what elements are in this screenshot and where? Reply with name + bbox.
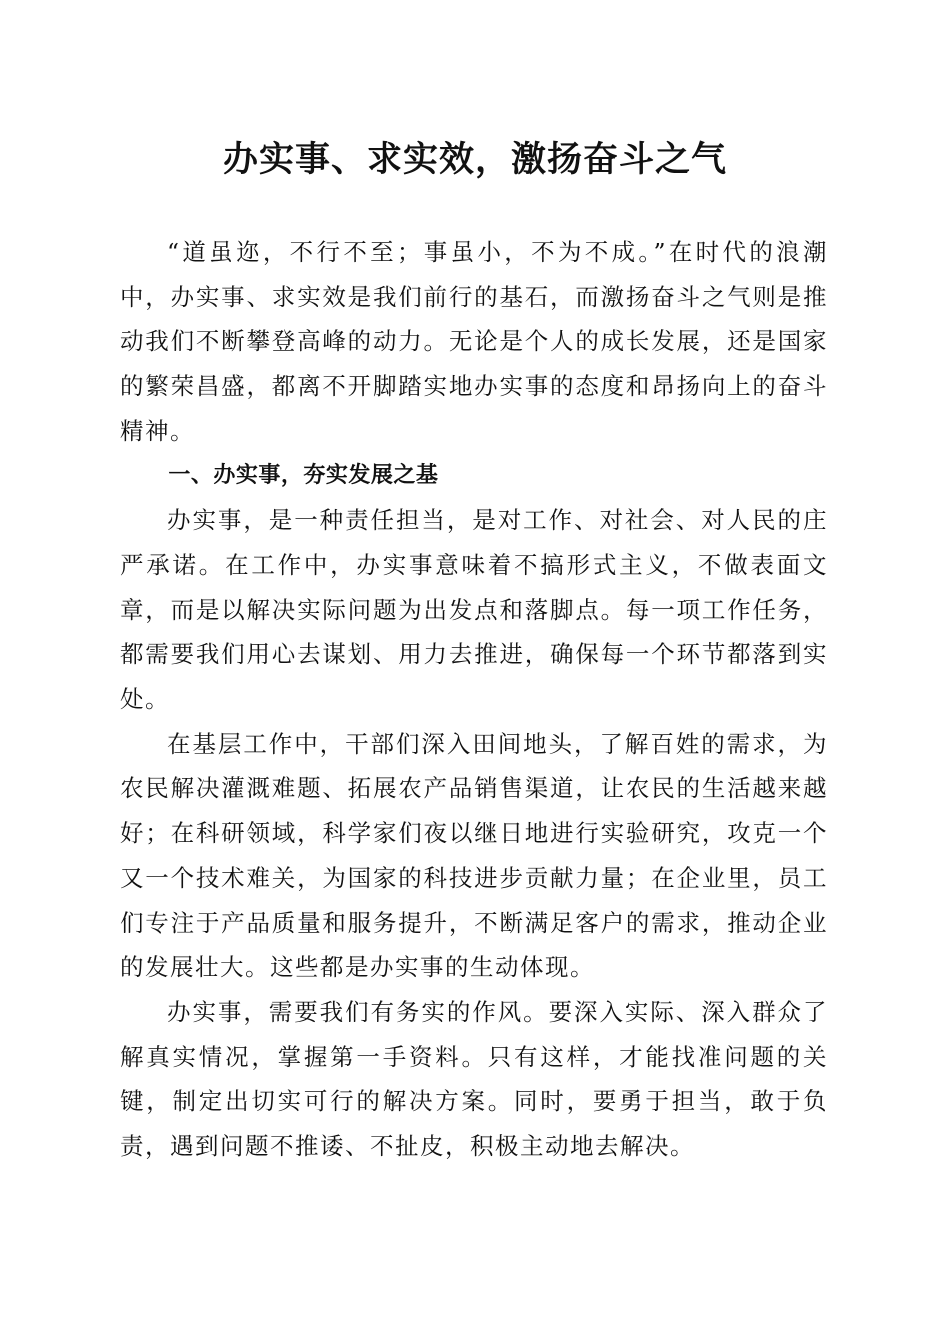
document-body [120,230,828,1169]
section-heading: 一、办实事，夯实发展之基 [168,462,439,488]
document-title: 办实事、求实效，激扬奋斗之气 [222,139,727,180]
body-paragraph: 办实事，需要我们有务实的作风。要深入实际、深入群众了解真实情况，掌握第一手资料。只有这样，才能找准问题的关键，制定出切实可行的解决方案。同时，要勇于担当，敢于负责，遇到问题不推诿、不扯皮，积极主动地去解决。 [120,997,828,1161]
body-paragraph: 办实事，是一种责任担当，是对工作、对社会、对人民的庄严承诺。在工作中，办实事意味着不搞形式主义，不做表面文章，而是以解决实际问题为出发点和落脚点。每一项工作任务，都需要我们用心去谋划、用力去推进，确保每一个环节都落到实处。 [120,506,828,714]
body-paragraph: 在基层工作中，干部们深入田间地头，了解百姓的需求，为农民解决灌溉难题、拓展农产品销售渠道，让农民的生活越来越好；在科研领域，科学家们夜以继日地进行实验研究，攻克一个又一个技术难关，为国家的科技进步贡献力量；在企业里，员工们专注于产品质量和服务提升，不断满足客户的需求，推动企业的发展壮大。这些都是办实事的生动体现。 [120,729,828,982]
intro-paragraph: “道虽迩，不行不至；事虽小，不为不成。”在时代的浪潮中，办实事、求实效是我们前行的基石，而激扬奋斗之气则是推动我们不断攀登高峰的动力。无论是个人的成长发展，还是国家的繁荣昌盛，都离不开脚踏实地办实事的态度和昂扬向上的奋斗精神。 [120,238,828,445]
